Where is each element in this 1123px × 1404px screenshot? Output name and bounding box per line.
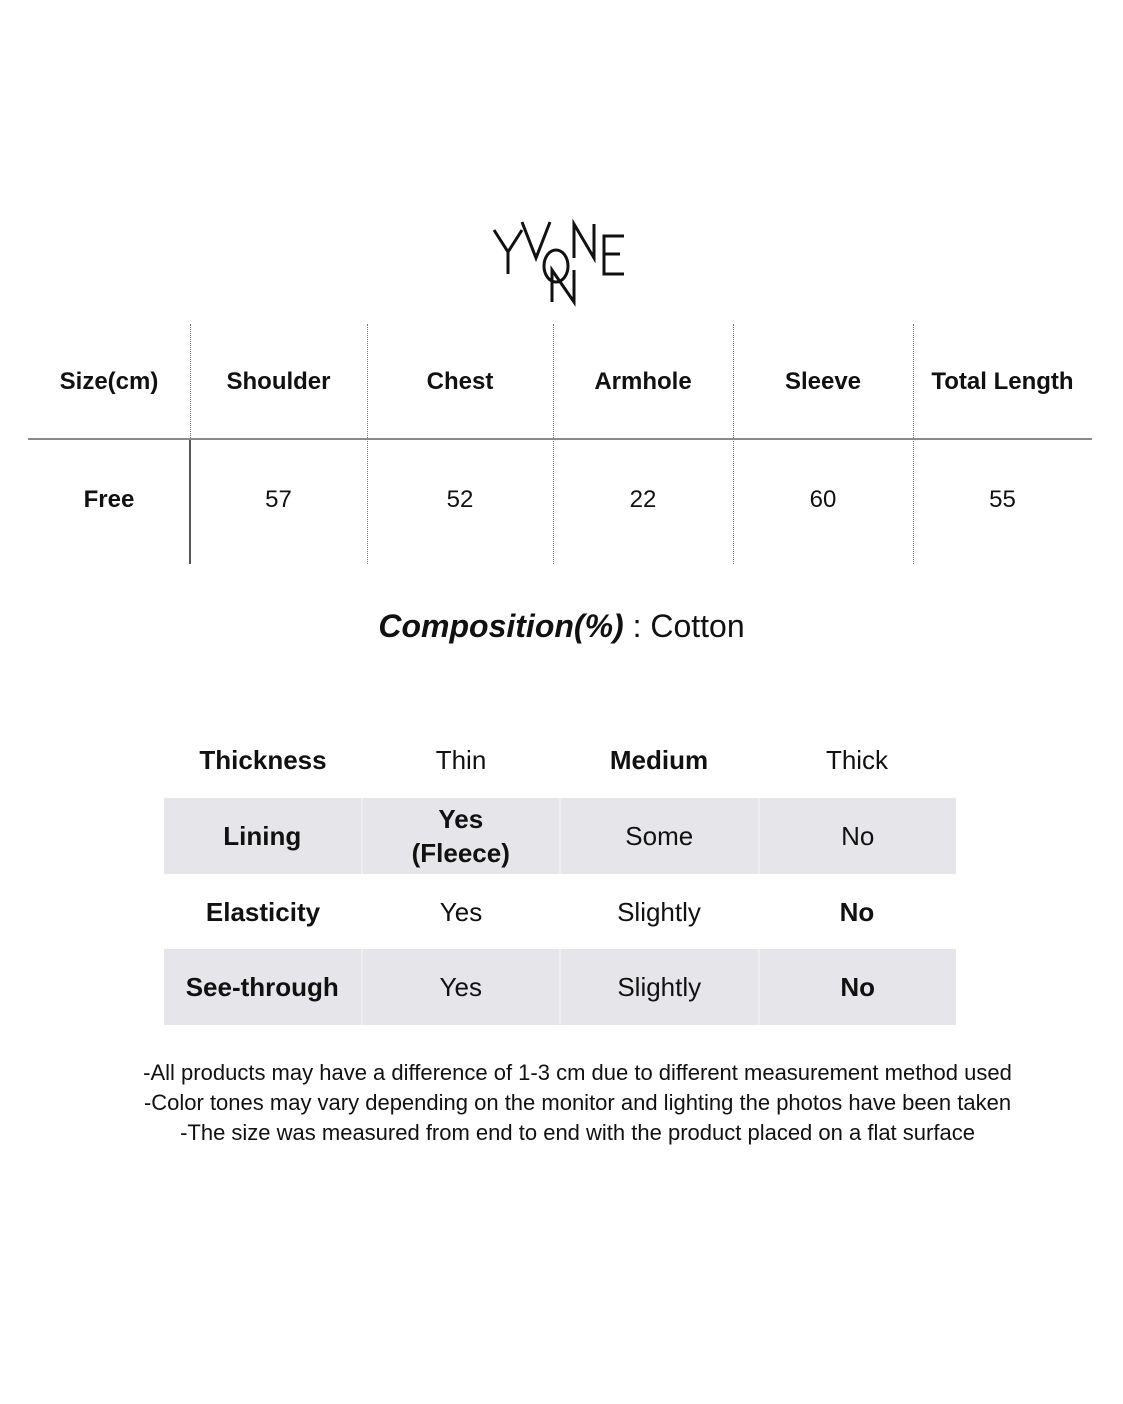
property-option: Yes	[363, 949, 562, 1025]
value-armhole: 22	[629, 486, 657, 513]
property-option-selected	[363, 798, 562, 874]
property-option: Yes	[439, 897, 483, 927]
note-line: -The size was measured from end to end with the product placed on a flat surface	[180, 1120, 975, 1145]
property-label: Thickness	[199, 745, 327, 775]
property-label: Elasticity	[205, 897, 321, 927]
header-chest: Chest	[426, 368, 494, 395]
property-row-thickness	[164, 722, 956, 798]
value-total-length: 55	[989, 486, 1016, 513]
composition-line	[0, 608, 1123, 645]
lining-yes-fleece: Yes (Fleece)	[411, 804, 510, 868]
property-option: Thick	[825, 745, 889, 775]
note-line: -Color tones may vary depending on the monitor and lighting the photos have been taken	[143, 1090, 1012, 1115]
property-option: No	[841, 821, 875, 851]
property-option-selected: No	[840, 972, 876, 1002]
brand-logo	[490, 218, 634, 310]
size-table	[28, 324, 1092, 564]
value-shoulder: 57	[265, 486, 292, 513]
property-label: Lining	[164, 798, 363, 874]
header-shoulder: Shoulder	[226, 368, 331, 395]
property-label: See-through	[164, 949, 363, 1025]
property-option: Some	[561, 798, 760, 874]
size-table-header-row	[28, 324, 1092, 440]
property-option: Thin	[435, 745, 487, 775]
property-option-selected: Medium	[609, 745, 709, 775]
property-row-see-through	[164, 949, 956, 1025]
property-option: Slightly	[617, 897, 701, 927]
header-armhole: Armhole	[594, 368, 692, 395]
note-line: -All products may have a difference of 1-3 cm due to different measurement method used	[143, 1060, 1012, 1085]
header-total-length: Total Length	[931, 368, 1074, 395]
size-free: Free	[83, 486, 135, 513]
composition-value: Cotton	[650, 608, 745, 644]
table-row	[28, 442, 1092, 558]
measurement-notes	[0, 1058, 1123, 1148]
yvonne-monogram-logo-icon	[490, 218, 634, 310]
property-row-elasticity	[164, 874, 956, 950]
value-sleeve: 60	[809, 486, 837, 513]
header-divider	[28, 438, 1092, 440]
property-row-lining	[164, 798, 956, 874]
header-sleeve: Sleeve	[784, 368, 862, 395]
property-option: Slightly	[561, 949, 760, 1025]
header-size: Size(cm)	[59, 368, 159, 395]
value-chest: 52	[446, 486, 474, 513]
property-option-selected: No	[839, 897, 875, 927]
composition-separator: :	[623, 608, 651, 644]
composition-label: Composition(%)	[378, 608, 624, 644]
